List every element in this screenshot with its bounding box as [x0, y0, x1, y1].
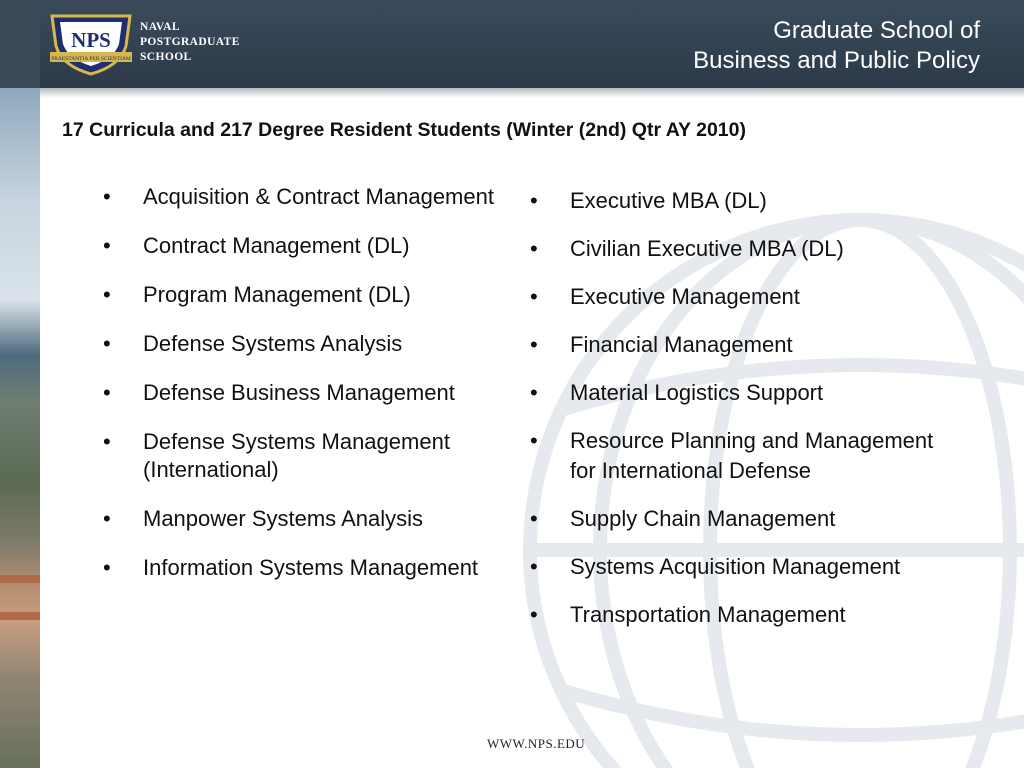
list-item: • Supply Chain Management — [530, 504, 950, 534]
list-item: • Systems Acquisition Management — [530, 552, 950, 582]
school-title-line: Graduate School of — [773, 17, 980, 44]
school-title — [693, 16, 980, 76]
list-item: • Civilian Executive MBA (DL) — [530, 234, 950, 264]
list-item: • Information Systems Management — [103, 554, 523, 582]
list-item: • Resource Planning and Management for International Defense — [530, 426, 950, 486]
logo-line: NAVAL — [140, 21, 180, 33]
slide-title: 17 Curricula and 217 Degree Resident Students (Winter (2nd) Qtr AY 2010) — [62, 119, 746, 141]
campus-photo-strip — [0, 0, 40, 768]
roof-detail — [0, 575, 40, 583]
logo-emblem-text: NPS — [71, 28, 111, 52]
list-item: • Executive Management — [530, 282, 950, 312]
list-item: • Transportation Management — [530, 600, 950, 630]
logo-line: SCHOOL — [140, 51, 192, 63]
list-item: • Executive MBA (DL) — [530, 186, 950, 216]
school-title-line: Business and Public Policy — [693, 47, 980, 74]
list-item: • Manpower Systems Analysis — [103, 505, 523, 533]
list-item: • Program Management (DL) — [103, 281, 523, 309]
header-shadow — [40, 88, 1024, 98]
logo-motto: PRAESTANTIA PER SCIENTIAM — [51, 56, 131, 62]
nps-shield-logo — [46, 12, 136, 76]
footer-url[interactable]: WWW.NPS.EDU — [487, 736, 586, 751]
list-item: • Acquisition & Contract Management — [103, 183, 523, 211]
list-item: • Defense Systems Management (International) — [103, 428, 523, 484]
list-item: • Defense Business Management — [103, 379, 523, 407]
list-item: • Material Logistics Support — [530, 378, 950, 408]
list-item: • Defense Systems Analysis — [103, 330, 523, 358]
left-curricula-list — [103, 183, 523, 603]
list-item: • Financial Management — [530, 330, 950, 360]
list-item: • Contract Management (DL) — [103, 232, 523, 260]
logo-wordmark — [140, 20, 240, 65]
logo-line: POSTGRADUATE — [140, 36, 240, 48]
right-curricula-list — [530, 186, 950, 648]
roof-detail — [0, 612, 40, 620]
